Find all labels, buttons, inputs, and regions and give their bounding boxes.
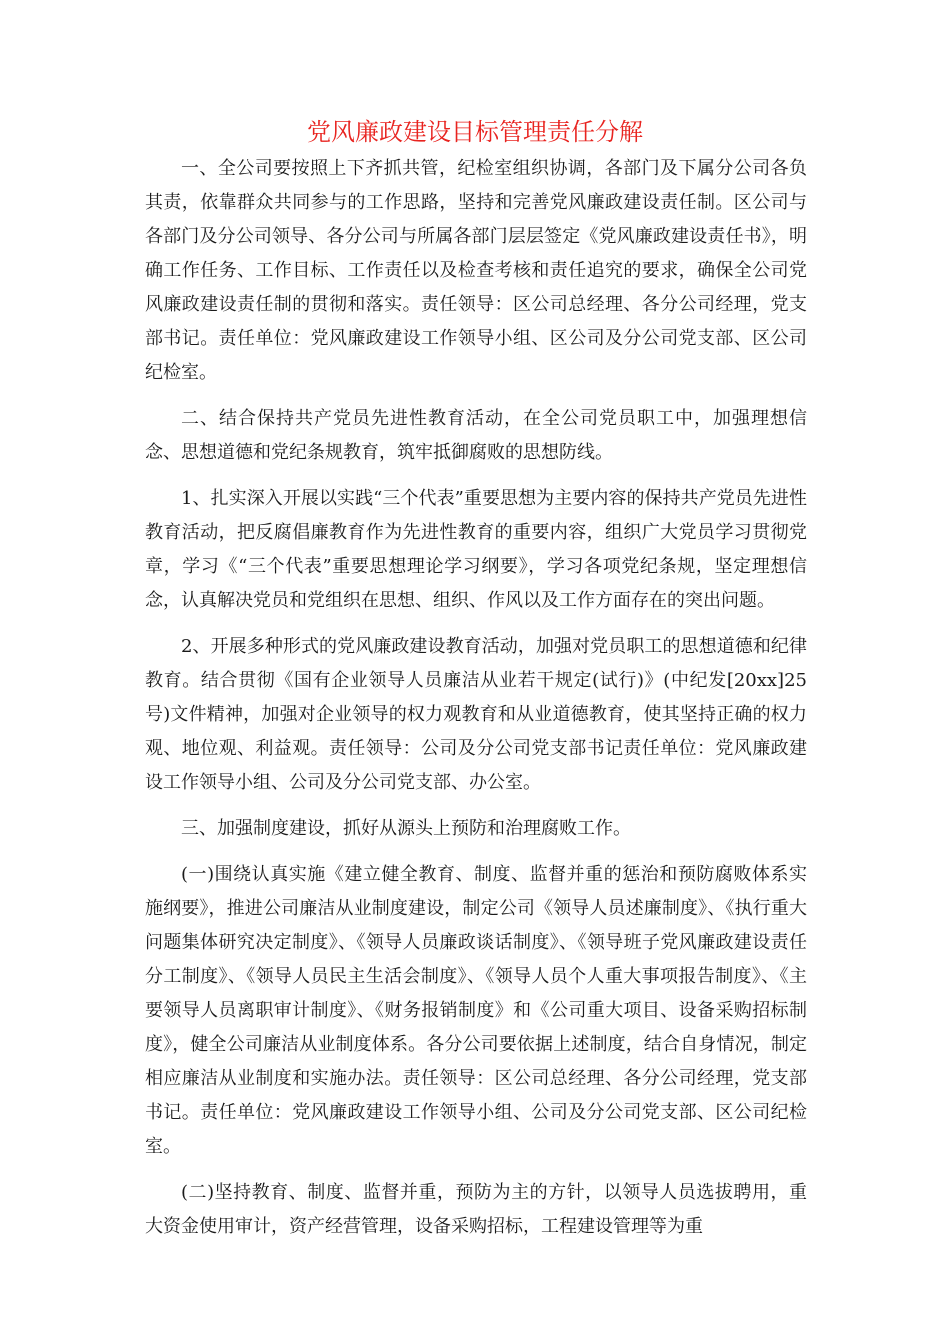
- paragraph-item-2: 2、开展多种形式的党风廉政建设教育活动，加强对党员职工的思想道德和纪律教育。结合贯彻《国有企业领导人员廉洁从业若干规定(试行)》(中纪发[20xx]25号)文件精神，加强对企业领导的权力观教育和从业道德教育，使其坚持正确的权力观、地位观、利益观。责任领导：公司及分公司党支部书记责任单位：党风廉政建设工作领导小组、公司及分公司党支部、办公室。: [145, 636, 807, 793]
- document-body: [145, 152, 807, 1244]
- paragraph-section-2: 二、结合保持共产党员先进性教育活动，在全公司党员职工中，加强理想信念、思想道德和党纪条规教育，筑牢抵御腐败的思想防线。: [145, 408, 807, 463]
- paragraph-subitem-2: (二)坚持教育、制度、监督并重，预防为主的方针，以领导人员选拔聘用，重大资金使用审计，资产经营管理，设备采购招标，工程建设管理等为重: [145, 1182, 807, 1237]
- paragraph-item-1: 1、扎实深入开展以实践“三个代表”重要思想为主要内容的保持共产党员先进性教育活动，把反腐倡廉教育作为先进性教育的重要内容，组织广大党员学习贯彻党章，学习《“三个代表”重要思想理论学习纲要》，学习各项党纪条规，坚定理想信念，认真解决党员和党组织在思想、组织、作风以及工作方面存在的突出问题。: [145, 488, 807, 611]
- document-title: 党风廉政建设目标管理责任分解: [307, 118, 643, 146]
- paragraph-subitem-1: (一)围绕认真实施《建立健全教育、制度、监督并重的惩治和预防腐败体系实施纲要》，推进公司廉洁从业制度建设，制定公司《领导人员述廉制度》、《执行重大问题集体研究决定制度》、《领导人员廉政谈话制度》、《领导班子党风廉政建设责任分工制度》、《领导人员民主生活会制度》、《领导人员个人重大事项报告制度》、《主要领导人员离职审计制度》、《财务报销制度》和《公司重大项目、设备采购招标制度》，健全公司廉洁从业制度体系。各分公司要依据上述制度，结合自身情况，制定相应廉洁从业制度和实施办法。责任领导：区公司总经理、各分公司经理，党支部书记。责任单位：党风廉政建设工作领导小组、公司及分公司党支部、区公司纪检室。: [145, 864, 807, 1157]
- paragraph-section-1: 一、全公司要按照上下齐抓共管，纪检室组织协调，各部门及下属分公司各负其责，依靠群众共同参与的工作思路，坚持和完善党风廉政建设责任制。区公司与各部门及分公司领导、各分公司与所属各部门层层签定《党风廉政建设责任书》，明确工作任务、工作目标、工作责任以及检查考核和责任追究的要求，确保全公司党风廉政建设责任制的贯彻和落实。责任领导：区公司总经理、各分公司经理，党支部书记。责任单位：党风廉政建设工作领导小组、区公司及分公司党支部、区公司纪检室。: [145, 158, 807, 383]
- paragraph-section-3: 三、加强制度建设，抓好从源头上预防和治理腐败工作。: [181, 818, 631, 839]
